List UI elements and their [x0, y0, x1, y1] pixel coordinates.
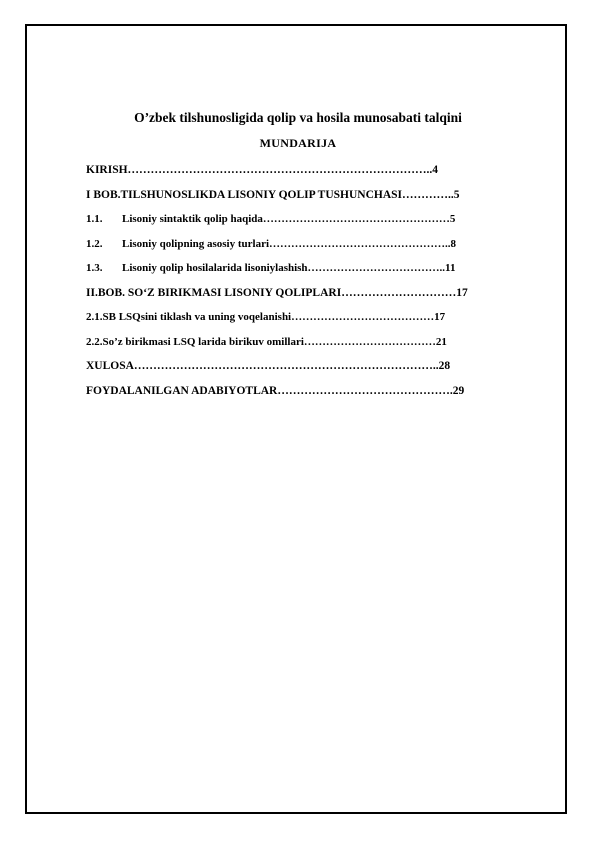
toc-entry-chapter-2 [86, 281, 556, 306]
toc-entry-text: 2.2.So’z birikmasi LSQ larida birikuv omillari………………………………21 [86, 335, 447, 348]
document-title: O’zbek tilshunosligida qolip va hosila munosabati talqini [134, 110, 462, 125]
toc-entry-kirish [86, 158, 556, 183]
toc-entry-text: Lisoniy qolipning asosiy turlari…………………………………………..8 [122, 237, 457, 250]
toc-entry-text: XULOSA……………………………………………………………………..28 [86, 360, 451, 372]
toc-entry-number: 1.1. [86, 213, 103, 225]
toc-entry-text: Lisoniy qolip hosilalarida lisoniylashish………………………………..11 [122, 262, 456, 274]
toc-entry-1-1 [86, 207, 556, 232]
contents-heading: MUNDARIJA [259, 136, 337, 150]
toc-entry-1-3 [86, 256, 556, 281]
toc-entry-2-1 [86, 305, 556, 330]
toc-entry-2-2 [86, 330, 556, 355]
toc-entry-text: 2.1.SB LSQsini tiklash va uning voqelanishi…………………………………17 [86, 311, 446, 323]
toc-entry-chapter-1 [86, 183, 556, 208]
toc-entry-text: KIRISH……………………………………………………………………..4 [86, 164, 439, 176]
toc-entry-text: I BOB.TILSHUNOSLIKDA LISONIY QOLIP TUSHUNCHASI…………..5 [86, 188, 460, 201]
toc-entry-1-2 [86, 232, 556, 257]
toc-entry-text: FOYDALANILGAN ADABIYOTLAR……………………………………….29 [86, 384, 465, 397]
toc-entry-text: Lisoniy sintaktik qolip haqida……………………………………………5 [122, 213, 456, 225]
toc-entry-number: 1.2. [86, 237, 103, 250]
table-of-contents [86, 158, 556, 403]
toc-entry-number: 1.3. [86, 262, 103, 274]
toc-entry-bibliography [86, 379, 556, 404]
toc-entry-xulosa [86, 354, 556, 379]
toc-entry-text: II.BOB. SO‘Z BIRIKMASI LISONIY QOLIPLARI…………………………17 [86, 286, 468, 299]
